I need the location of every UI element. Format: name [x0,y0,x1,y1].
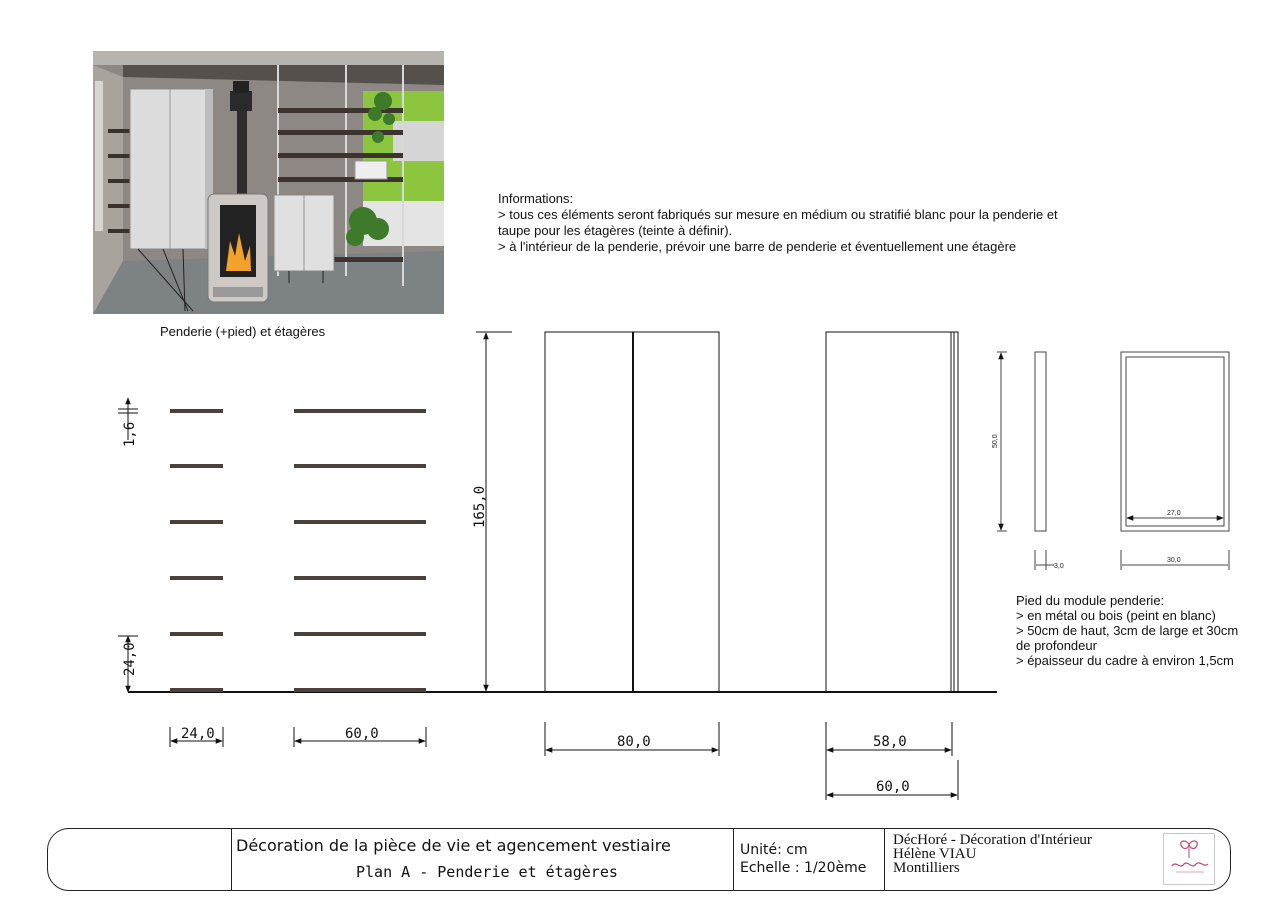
company-cell [889,829,1159,890]
designer-name: Hélène VIAU [893,846,977,862]
dim-side-inner [826,722,958,800]
foot-note-line: > 50cm de haut, 3cm de large et 30cm [1016,623,1239,638]
foot-note-title: Pied du module penderie: [1016,593,1165,608]
information-notes [498,191,1138,255]
plan-title: Décoration de la pièce de vie et agencement vestiaire [236,836,671,855]
dim-label: 3,0 [1054,563,1064,570]
shelf-front [294,520,426,524]
wardrobe-front [545,332,719,692]
dim-shelf-width [294,727,426,747]
info-line: > tous ces éléments seront fabriqués sur mesure en médium ou stratifié blanc pour la penderie et [498,207,1058,222]
dim-label: 50,0 [992,434,999,448]
plan-subtitle: Plan A - Penderie et étagères [356,863,618,881]
dechore-logo-icon [1163,833,1215,885]
title-cell [231,829,734,890]
dim-shelf-thickness [118,398,138,440]
shelf-side [170,409,223,413]
dim-label: 80,0 [617,734,651,750]
dim-shelf-spacing [118,636,138,692]
dim-label: 27,0 [1167,510,1181,517]
room-rendering-image [93,51,444,314]
foot-note-line: de profondeur [1016,638,1097,653]
shelf-side [170,464,223,468]
foot-front-view [1121,352,1229,570]
unit-label: Unité: cm [740,842,808,858]
shelf-front [294,632,426,636]
foot-note-line: > en métal ou bois (peint en blanc) [1016,608,1216,623]
shelf-side [170,688,223,692]
front-shelves [294,409,426,692]
info-line: > à l'intérieur de la penderie, prévoir une barre de penderie et éventuellement une étagère [498,239,1017,254]
dim-wardrobe-width [545,722,719,756]
dim-label: 58,0 [873,734,907,750]
shelf-side [170,632,223,636]
info-title: Informations: [498,191,574,206]
dim-shelf-depth [170,727,223,747]
title-block [47,828,1231,891]
foot-side-view [997,352,1054,570]
shelf-side [170,576,223,580]
shelf-front [294,688,426,692]
shelf-front [294,409,426,413]
company-city: Montilliers [893,860,960,876]
dim-label: 30,0 [1167,557,1181,564]
wardrobe-side [826,332,958,692]
scale-label: Echelle : 1/20ème [740,860,867,876]
dim-label: 24,0 [122,642,138,676]
dim-label: 165,0 [472,485,488,528]
shelf-front [294,464,426,468]
company-name: DécHoré - Décoration d'Intérieur [893,832,1092,848]
dim-label: 24,0 [181,726,215,742]
shelf-front [294,576,426,580]
shelf-side [170,520,223,524]
info-line: taupe pour les étagères (teinte à définir). [498,223,733,238]
dim-label: 60,0 [345,726,379,742]
photo-caption: Penderie (+pied) et étagères [160,324,326,339]
foot-note-line: > épaisseur du cadre à environ 1,5cm [1016,653,1234,668]
side-shelves [170,409,223,692]
unit-cell [734,829,885,890]
dim-label: 60,0 [876,779,910,795]
dim-label: 1,6 [122,421,138,447]
foot-module-notes [1016,593,1276,668]
company-info [893,833,1092,875]
dim-wardrobe-height [476,332,512,691]
